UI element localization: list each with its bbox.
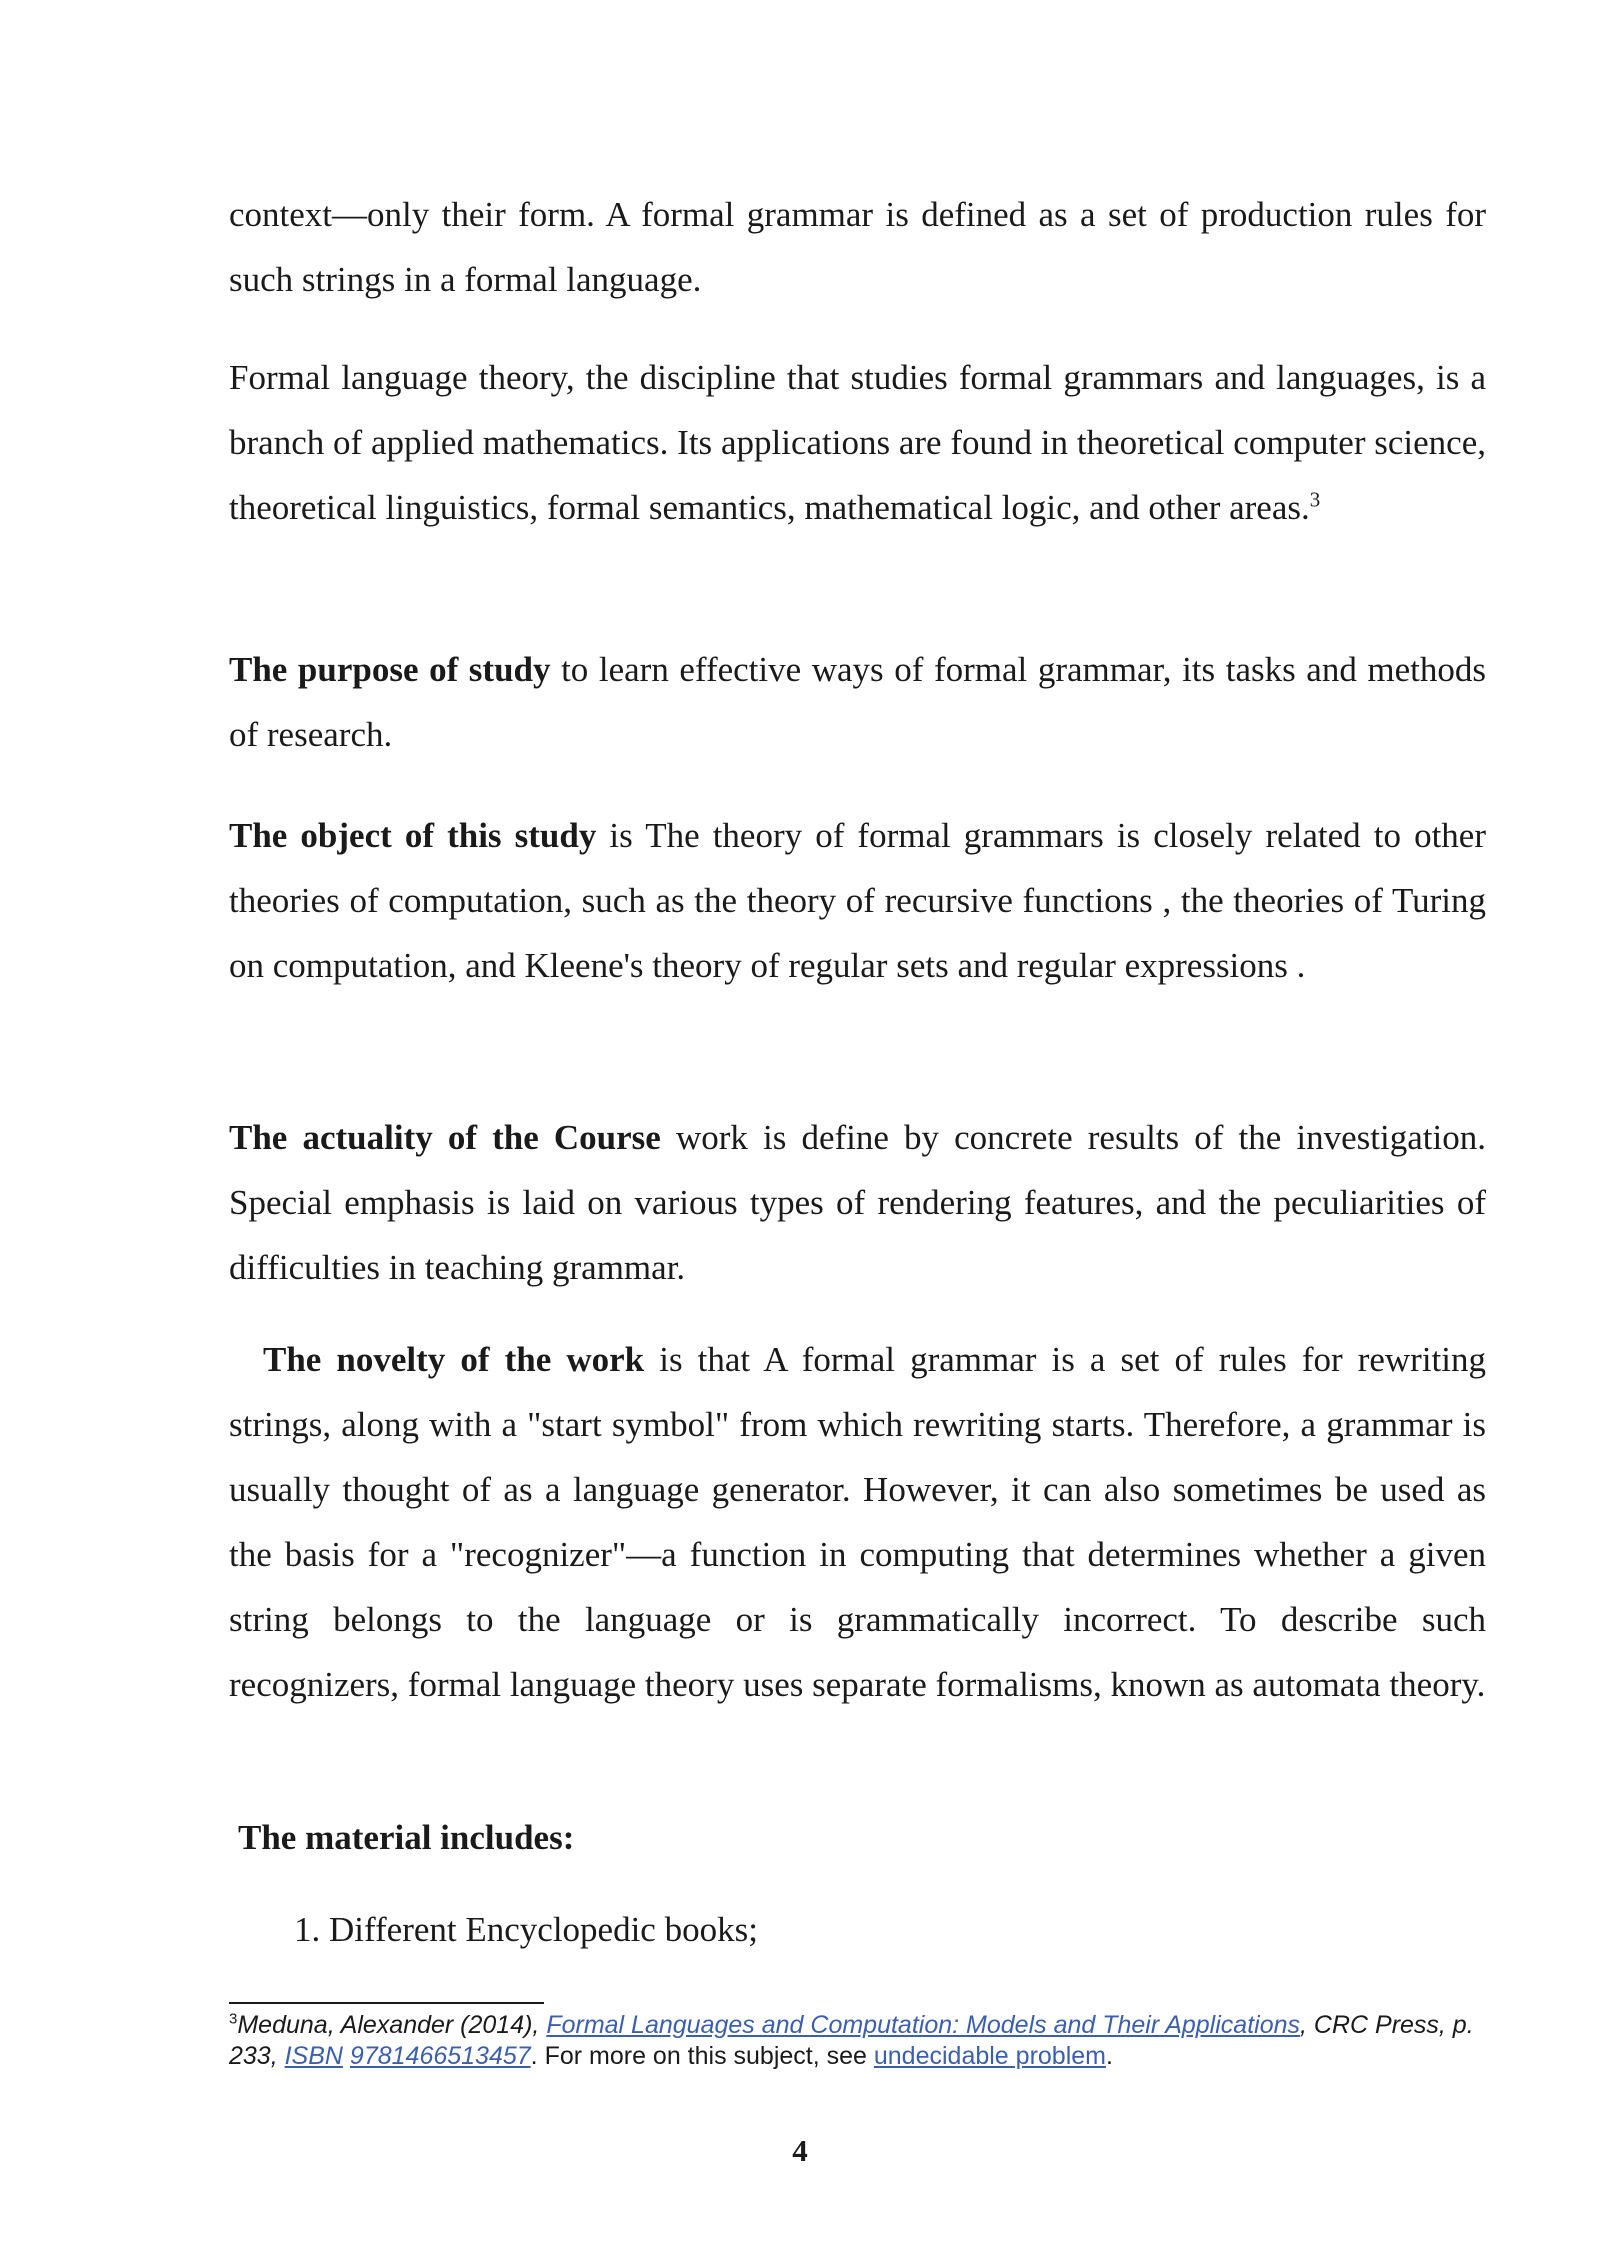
paragraph-lead: The purpose of study bbox=[229, 650, 551, 689]
paragraph-lead: The actuality of the Course bbox=[229, 1118, 661, 1157]
paragraph-novelty bbox=[229, 1327, 1486, 1717]
footnote bbox=[229, 2010, 1489, 2072]
paragraph-context bbox=[229, 182, 1486, 312]
isbn-number-link[interactable]: 9781466513457 bbox=[349, 2042, 531, 2070]
isbn-separator bbox=[343, 2042, 350, 2070]
footnote-tail: . For more on this subject, see bbox=[530, 2042, 874, 2070]
paragraph-formal-language-theory bbox=[229, 345, 1486, 540]
paragraph-text: context—only their form. A formal grammar is defined as a set of production rules for such strings in a formal language. bbox=[229, 195, 1486, 299]
paragraph-text: is that A formal grammar is a set of rules for rewriting strings, along with a "start symbol" from which rewriting starts. Therefore, a grammar is usually thought of as a language generator. However, it can also sometimes be used as the basis for a "recognizer"—a function in computing that determines whether a given string belongs to the language or is grammatically incorrect. To describe such recognizers, formal language theory uses separate formalisms, known as automata theory. bbox=[229, 1340, 1487, 1704]
material-heading: The material includes: bbox=[238, 1818, 575, 1857]
undecidable-problem-link[interactable]: undecidable problem bbox=[873, 2042, 1106, 2070]
paragraph-text: Formal language theory, the discipline that studies formal grammars and languages, is a branch of applied mathematics. Its applications are found in theoretical computer science, theoretical linguistics, formal semantics, mathematical logic, and other areas. bbox=[229, 358, 1486, 527]
paragraph-lead: The object of this study bbox=[229, 816, 597, 855]
paragraph-text: to learn effective ways of formal grammar, its tasks and methods of research. bbox=[229, 650, 1487, 754]
footnote-reference[interactable]: 3 bbox=[1309, 487, 1321, 512]
footnote-divider bbox=[229, 2002, 544, 2004]
paragraph-lead: The novelty of the work bbox=[263, 1340, 645, 1379]
paragraph-object bbox=[229, 803, 1486, 998]
footnote-title-link[interactable]: Formal Languages and Computation: Models and Their Applications bbox=[546, 2011, 1301, 2039]
paragraph-text: is The theory of formal grammars is closely related to other theories of computation, such as the theory of recursive functions , the theories of Turing on computation, and Kleene's theory of regular sets and regular expressions . bbox=[229, 816, 1486, 985]
material-list bbox=[294, 1897, 758, 1962]
list-item: 1. Different Encyclopedic books; bbox=[294, 1910, 758, 1949]
footnote-end: . bbox=[1105, 2042, 1113, 2070]
paragraph-actuality bbox=[229, 1105, 1486, 1300]
footnote-author: Meduna, Alexander (2014), bbox=[237, 2011, 547, 2039]
footnote-number: 3 bbox=[229, 2010, 238, 2028]
page-number: 4 bbox=[792, 2133, 808, 2168]
paragraph-purpose bbox=[229, 637, 1486, 767]
isbn-link[interactable]: ISBN bbox=[284, 2042, 343, 2070]
paragraph-text: work is define by concrete results of the investigation. Special emphasis is laid on various types of rendering features, and the peculiarities of difficulties in teaching grammar. bbox=[229, 1118, 1486, 1287]
footnote-publisher: , CRC Press, p. 233, bbox=[229, 2011, 1474, 2070]
